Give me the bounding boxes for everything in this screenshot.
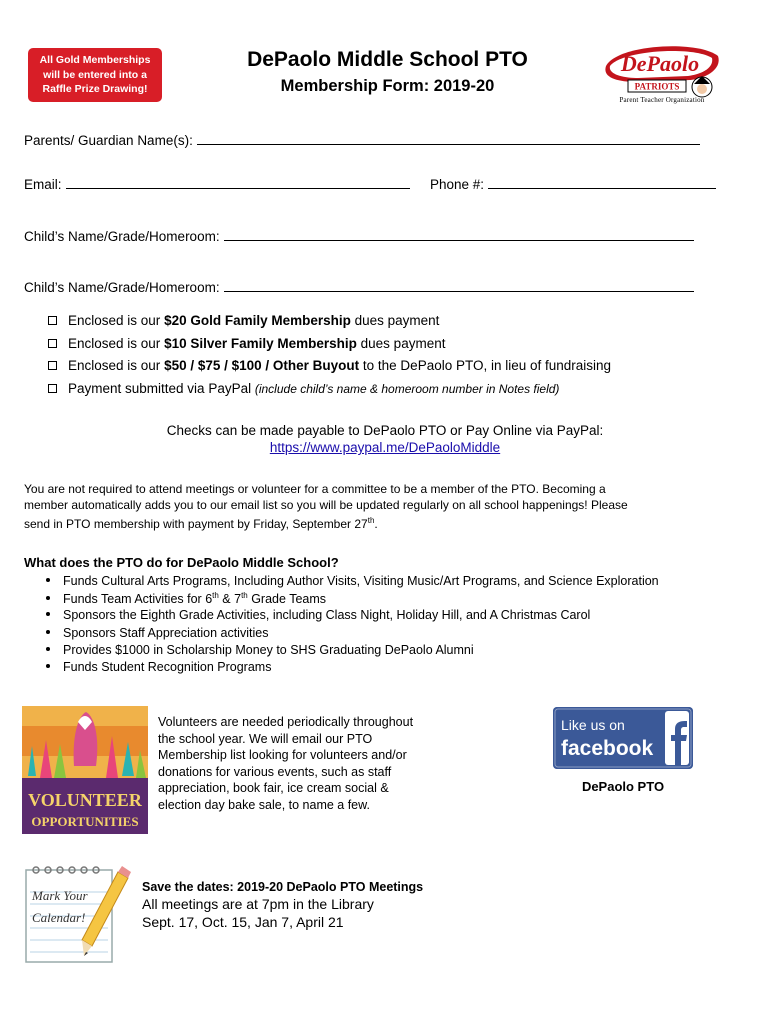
guardian-input-line[interactable] xyxy=(197,133,700,145)
gold-text-post: dues payment xyxy=(350,313,440,328)
volunteer-line: appreciation, book fair, ice cream social & xyxy=(158,781,389,795)
phone-input-line[interactable] xyxy=(488,177,716,189)
silver-text-bold: $10 Silver Family Membership xyxy=(164,336,357,351)
list-item-text: Funds Team Activities for 6 xyxy=(63,592,213,607)
list-item-text: & 7 xyxy=(218,592,242,607)
list-item-text: Grade Teams xyxy=(247,592,327,607)
fb-like-text: Like us on xyxy=(561,717,625,733)
option-buyout xyxy=(48,358,611,373)
child2-input-line[interactable] xyxy=(224,280,694,292)
paypal-checkbox[interactable] xyxy=(48,384,57,393)
list-item xyxy=(46,574,659,588)
checks-payable-text: Checks can be made payable to DePaolo PTO or Pay Online via PayPal: xyxy=(166,423,604,438)
child2-field xyxy=(24,280,694,295)
email-input-line[interactable] xyxy=(66,177,410,189)
child1-label: Child’s Name/Grade/Homeroom: xyxy=(24,229,220,244)
facebook-like-badge[interactable] xyxy=(553,707,693,769)
notice-line-3-text: send in PTO membership with payment by Friday, September 27 xyxy=(24,517,368,531)
volunteer-line: the school year. We will email our PTO xyxy=(158,731,373,746)
list-item-text: Funds Cultural Arts Programs, Including Author Visits, Visiting Music/Art Programs, and Science Exploration xyxy=(63,574,659,588)
raffle-badge xyxy=(28,48,162,102)
notice-sup: th xyxy=(367,516,375,525)
gold-checkbox[interactable] xyxy=(48,316,57,325)
child1-field xyxy=(24,229,694,244)
phone-field xyxy=(430,177,716,192)
child1-input-line[interactable] xyxy=(224,229,694,241)
sup: th xyxy=(241,591,248,600)
volunteer-line: Volunteers are needed periodically throughout xyxy=(158,715,414,729)
volunteer-img-text-1: VOLUNTEER xyxy=(28,790,142,810)
gold-text-bold: $20 Gold Family Membership xyxy=(164,313,351,328)
paypal-link-row xyxy=(0,440,770,455)
notice-line-1: You are not required to attend meetings or volunteer for a committee to be a member of the PTO. Becoming a xyxy=(24,482,606,496)
pto-heading: What does the PTO do for DePaolo Middle School? xyxy=(24,555,339,570)
badge-line-1: All Gold Memberships xyxy=(39,54,151,66)
guardian-field xyxy=(24,133,700,148)
logo-text: DePaolo xyxy=(620,51,700,76)
fb-brand-text: facebook xyxy=(561,737,654,760)
buyout-text-bold: $50 / $75 / $100 / Other Buyout xyxy=(164,358,360,373)
bullet-dot xyxy=(46,596,50,600)
guardian-label: Parents/ Guardian Name(s): xyxy=(24,133,193,148)
silver-checkbox[interactable] xyxy=(48,339,57,348)
notice-end: . xyxy=(374,517,378,531)
volunteer-opportunities-image xyxy=(22,706,148,834)
option-gold xyxy=(48,313,439,328)
mark-your-calendar-image xyxy=(22,862,134,966)
silver-text-pre: Enclosed is our xyxy=(68,336,165,351)
bullet-dot xyxy=(46,630,50,634)
calendar-img-text-2: Calendar! xyxy=(32,910,86,925)
logo-caption: Parent Teacher Organization xyxy=(619,96,705,104)
list-item-text: Sponsors the Eighth Grade Activities, including Class Night, Holiday Hill, and A Christmas Carol xyxy=(63,608,591,622)
buyout-checkbox[interactable] xyxy=(48,361,57,370)
bullet-dot xyxy=(46,578,50,582)
membership-notice xyxy=(24,481,744,532)
page-subtitle: Membership Form: 2019-20 xyxy=(280,77,495,95)
bullet-dot xyxy=(46,664,50,668)
list-item-text: Funds Student Recognition Programs xyxy=(63,660,272,674)
list-item xyxy=(46,608,590,622)
list-item xyxy=(46,643,474,657)
list-item-text: Provides $1000 in Scholarship Money to SHS Graduating DePaolo Alumni xyxy=(63,643,474,657)
option-silver xyxy=(48,336,445,351)
meetings-location: All meetings are at 7pm in the Library xyxy=(142,896,374,912)
volunteer-line: election day bake sale, to name a few. xyxy=(158,797,370,812)
phone-label: Phone #: xyxy=(430,177,485,192)
notice-line-2: member automatically adds you to our email list so you will be updated regularly on all school happenings! Please xyxy=(24,498,628,512)
email-label: Email: xyxy=(24,177,62,192)
child2-label: Child’s Name/Grade/Homeroom: xyxy=(24,280,220,295)
calendar-img-text-1: Mark Your xyxy=(32,888,88,903)
notice-line-3 xyxy=(24,513,744,532)
gold-text-pre: Enclosed is our xyxy=(68,313,165,328)
bullet-dot xyxy=(46,612,50,616)
buyout-text-post: to the DePaolo PTO, in lieu of fundraising xyxy=(359,358,612,373)
facebook-caption: DePaolo PTO xyxy=(581,779,665,794)
meeting-dates: Sept. 17, Oct. 15, Jan 7, April 21 xyxy=(142,914,344,930)
volunteer-line: donations for various events, such as staff xyxy=(158,764,392,779)
paypal-link[interactable]: https://www.paypal.me/DePaoloMiddle xyxy=(269,440,501,455)
volunteer-img-text-2: OPPORTUNITIES xyxy=(31,814,139,829)
page-title: DePaolo Middle School PTO xyxy=(247,48,528,71)
silver-text-post: dues payment xyxy=(356,336,446,351)
list-item xyxy=(46,660,271,674)
paypal-text-pre: Payment submitted via PayPal xyxy=(68,381,255,396)
save-the-dates-title: Save the dates: 2019-20 DePaolo PTO Meetings xyxy=(142,880,424,894)
list-item xyxy=(46,626,268,640)
list-item xyxy=(46,591,326,606)
list-item-text: Sponsors Staff Appreciation activities xyxy=(63,626,269,640)
volunteer-description xyxy=(158,714,448,813)
sup: th xyxy=(212,591,219,600)
paypal-text-note: (include child’s name & homeroom number in Notes field) xyxy=(254,382,560,396)
logo-sub: PATRIOTS xyxy=(634,81,680,92)
volunteer-line: Membership list looking for volunteers and/or xyxy=(158,748,407,762)
badge-line-2: will be entered into a xyxy=(43,68,147,81)
option-paypal xyxy=(48,381,559,396)
bullet-dot xyxy=(46,647,50,651)
badge-line-3: Raffle Prize Drawing! xyxy=(42,83,148,95)
email-field xyxy=(24,177,410,192)
buyout-text-pre: Enclosed is our xyxy=(68,358,165,373)
